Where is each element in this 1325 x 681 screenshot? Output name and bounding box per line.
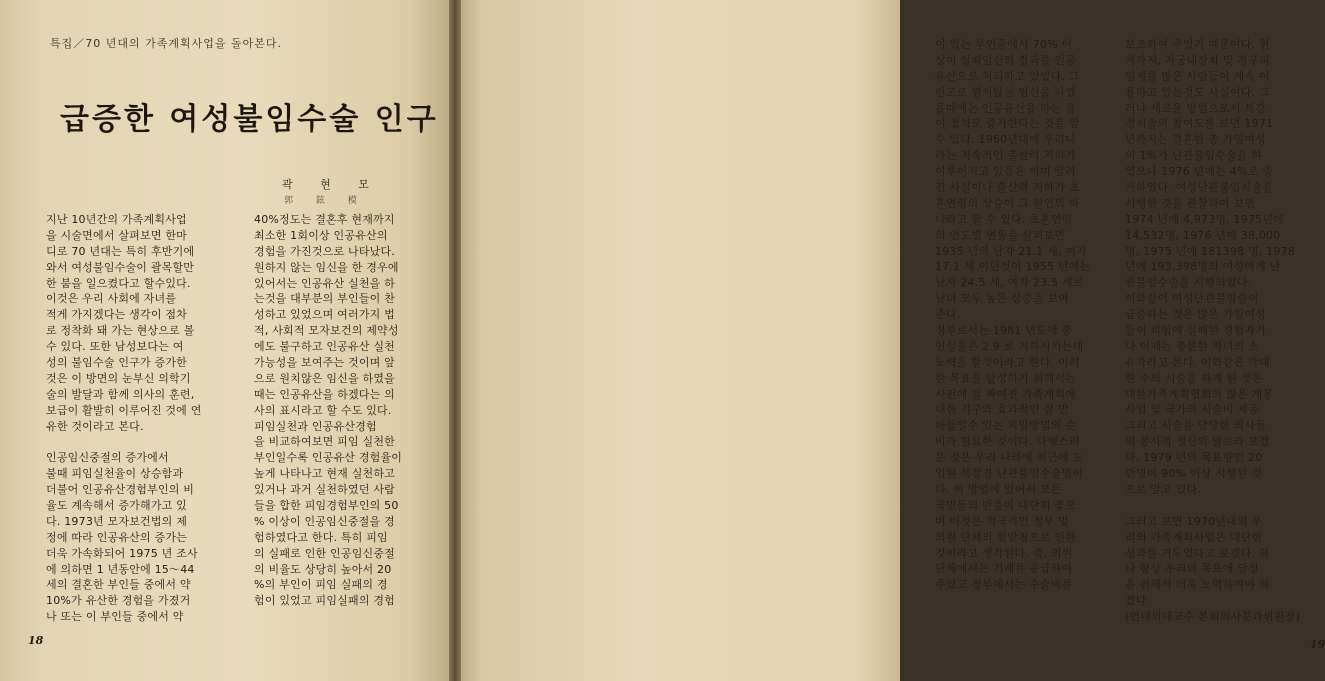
text-line: 들을 합한 피임경험부인의 50: [254, 499, 399, 513]
text-line: 17.1 세 이던것이 1955 년에는: [935, 260, 1091, 274]
text-line: 한 목표를 달성하기 위해서는: [935, 371, 1077, 385]
text-line: 리의 가족계획사업은 대단한: [1125, 530, 1263, 544]
text-line: 가능성을 보여주는 것이며 앞: [254, 356, 396, 370]
text-line: 용하고 있는것도 사실이다. 그: [1125, 85, 1270, 99]
text-line: 수 있다. 1960년대에 우리나: [935, 133, 1077, 147]
text-line: 의 1%가 난관불임수술을 하: [1125, 149, 1263, 163]
text-line: 수 있다. 또한 남성보다는 여: [46, 340, 184, 354]
text-line: 부인일수록 인공유산 경험율이: [254, 451, 403, 465]
text-line: 의 연도별 변동을 살펴보면: [935, 228, 1066, 242]
page-number-left: 18: [28, 634, 44, 647]
text-line: 을 위해서 더욱 노력하여야 하: [1125, 578, 1270, 592]
text-line: 을때에는 인공유산을 하는 율: [935, 101, 1077, 115]
text-line: 대한 기구와 효과적인 잘 반: [935, 403, 1069, 417]
text-line: 정부로서는 1981 년도에 총: [935, 324, 1073, 338]
text-line: 준다.: [935, 308, 961, 322]
text-line: 더불어 인공유산경험부인의 비: [46, 483, 195, 497]
text-line: 혼연령의 상승이 그 원인의 하: [935, 196, 1080, 210]
text-line: 주었고 정부에서는 수술비를: [935, 578, 1073, 592]
text-line: 대한가족계획협회의 많은 계몽: [1125, 387, 1274, 401]
text-line: 있거나 과거 실천하였던 사람: [254, 483, 396, 497]
text-line: 이 있는 부인중에서 70% 이: [935, 38, 1073, 51]
text-line: 한 붐을 일으켰다고 할수있다.: [46, 276, 191, 290]
text-line: 보급이 활발히 이루어진 것에 연: [46, 403, 202, 417]
text-line: 의 실패로 인한 인공임신중절: [254, 546, 396, 560]
text-line: 남자 24.5 세, 여자 23.5 세로: [935, 276, 1084, 290]
text-line: 진 사실이나 출산력 저하가 초: [935, 181, 1080, 195]
text-line: 이와같이 여성난관불임술이: [1125, 292, 1259, 306]
text-column-2: [254, 212, 424, 609]
text-line: 그러고 보면 1970년대의 우: [1125, 514, 1263, 528]
text-line: 있어서는 인공유산 실천을 하: [254, 276, 396, 290]
text-line: 인실율은 2.9 로 저하시키는데: [935, 339, 1084, 353]
text-line: 성의 불임수술 인구가 증가한: [46, 356, 188, 370]
text-line: 1974 년에 4,973명, 1975년에: [1125, 212, 1284, 226]
text-line: 40%정도는 결혼후 현재까지: [254, 213, 395, 226]
text-line: 시행한 것을 관찰하여 보면: [1125, 196, 1256, 210]
text-line: 술의 발달과 함께 의사의 훈련,: [46, 387, 195, 401]
text-line: 적, 사회적 모자보건의 제약성: [254, 324, 399, 338]
text-line: 남녀 모두 높은 상승을 보여: [935, 292, 1069, 306]
text-line: 그리고 시술을 담당한 의사들: [1125, 419, 1267, 433]
author-name: 곽 현 모: [282, 178, 381, 191]
text-line: 사전에 잘 짜여진 가족계획에: [935, 387, 1077, 401]
text-line: 지난 10년간의 가족계획사업: [46, 213, 187, 226]
text-line: 더욱 가속화되어 1975 년 조사: [46, 546, 198, 560]
text-line: 노력을 할것이라고 한다. 이러: [935, 355, 1080, 369]
text-line: 재까지, 자궁내장치 및 경구피: [1125, 53, 1270, 67]
book-spine: [449, 0, 461, 681]
text-line: 운 것은 우리 나라에 최근에 도: [935, 451, 1084, 465]
text-line: 에 의하면 1 년동안에 15～44: [46, 562, 195, 576]
text-line: 사의 표시라고 할 수도 있다.: [254, 403, 392, 417]
left-page: [0, 0, 455, 681]
text-line: 이 점차로 증가한다는 것을 알: [935, 117, 1080, 131]
text-line: 단체에서는 기계를 공급하여: [935, 562, 1073, 576]
page-number-right: 19: [1310, 638, 1325, 651]
text-column-1: [46, 212, 228, 625]
text-line: 율도 계속해서 증가해가고 있: [46, 499, 188, 513]
text-line: 때는 인공유산을 하겠다는 의: [254, 387, 396, 401]
author-name-hanja: 郭 鉉 模: [284, 196, 367, 206]
text-line: 경험을 가진것으로 나타났다.: [254, 244, 396, 258]
text-column-4: [1125, 37, 1320, 625]
text-line: 피임실천과 인공유산경험: [254, 419, 377, 433]
text-line: 원하지 않는 임신을 한 경우에: [254, 260, 399, 274]
text-line: 와서 여성불임수술이 괄목할만: [46, 260, 195, 274]
text-line: 을 비교하여보면 피임 실천한: [254, 435, 396, 449]
text-line: 성과를 거두었다고 보겠다. 하: [1125, 546, 1270, 560]
text-column-3: [935, 37, 1115, 593]
article-title: 급증한 여성불임수술 인구: [60, 102, 439, 137]
text-line: 정에 따라 인공유산의 증가는: [46, 530, 188, 544]
text-line: 년까지는 결혼한 총 가임여성: [1125, 133, 1267, 147]
text-line: (연대의대교수 본회의사분과위원장): [1125, 610, 1301, 624]
text-line: 상이 실패임신의 결과를 인공: [935, 53, 1077, 67]
text-line: 임제를 많은 사람들이 계속 이: [1125, 69, 1270, 83]
text-line: 다. 1979 년의 목표량인 20: [1125, 451, 1263, 465]
text-line: 유한 것이라고 본다.: [46, 419, 144, 433]
text-line: 최소한 1회이상 인공유산의: [254, 228, 388, 242]
text-line: 으로 알고 있다.: [1125, 482, 1202, 496]
text-line: 런고로 원치않는 임신을 하였: [935, 85, 1077, 99]
text-line: 비가 필요한 것이다. 다행스러: [935, 435, 1080, 449]
section-header: 특집／70 년대의 가족계획사업을 돌아본다.: [50, 37, 282, 50]
text-line: 의원 단체의 뒷받침으로 인한: [935, 530, 1077, 544]
text-line: 들이 피임에 실패한 경험자거: [1125, 324, 1267, 338]
text-line: 적게 가지겠다는 생각이 점차: [46, 308, 188, 322]
text-line: 유산으로 처리하고 있었다. 그: [935, 69, 1080, 83]
text-line: 세의 결혼한 부인들 중에서 약: [46, 578, 191, 592]
text-line: 이것은 우리 사회에 자녀를: [46, 292, 177, 306]
text-line: 라는 지속적인 출산력 저하가: [935, 149, 1077, 163]
text-line: 불때 피임실천율이 상승함과: [46, 467, 184, 481]
text-line: 아들일수 있는 피임방법의 순: [935, 419, 1077, 433]
text-line: 으로 원치않은 임신을 하였을: [254, 371, 396, 385]
text-line: 가하였다. 여성난관불임시술을: [1125, 181, 1274, 195]
text-line: 1935 년의 남자 21.1 세, 여자: [935, 244, 1088, 258]
text-line: [1125, 498, 1320, 514]
text-line: 경시술의 참여도를 보면 1971: [1125, 117, 1274, 131]
text-line: 험하였다고 한다. 특히 피임: [254, 530, 388, 544]
text-line: 명, 1975 년에 181398 명, 1978: [1125, 244, 1295, 258]
text-line: 나라고 할 수 있다. 초혼연령: [935, 212, 1073, 226]
text-line: 성하고 있었으며 여러가지 법: [254, 308, 396, 322]
text-line: 급증하는 것은 많은 가임여성: [1125, 308, 1267, 322]
text-line: 것이라고 생각된다. 즉, 의원: [935, 546, 1073, 560]
text-line: 국민들의 반응이 대단히 좋으: [935, 498, 1077, 512]
right-page: [455, 0, 1325, 681]
text-line: 며 이것은 적극적인 정부 및: [935, 514, 1069, 528]
text-line: 겠다.: [1125, 594, 1151, 608]
text-line: 험이 있었고 피임실패의 경험: [254, 594, 396, 608]
text-line: 의 봉사적 정신의 발로라 보겠: [1125, 435, 1270, 449]
text-line: 나 이제는 충분한 자녀의 소: [1125, 339, 1259, 353]
text-line: 였으나 1976 년에는 4%로 증: [1125, 165, 1274, 179]
text-line: 디로 70 년대는 특히 후반기에: [46, 244, 195, 258]
text-line: 나 또는 이 부인들 중에서 약: [46, 610, 184, 624]
text-line: 의 비율도 상당히 높아서 20: [254, 562, 392, 576]
text-line: 인공임신중절의 증가에서: [46, 451, 169, 465]
text-line: 입된 복강경 난관불임수술법이: [935, 467, 1084, 481]
text-line: 이루어지고 있음은 이미 알려: [935, 165, 1077, 179]
text-line: 사업 및 국가의 시술비 제공: [1125, 403, 1259, 417]
text-line: % 이상이 인공임신중절을 경: [254, 514, 395, 528]
text-line: 것은 이 방면의 눈부신 의학기: [46, 371, 191, 385]
text-line: [46, 434, 228, 450]
text-line: 10%가 유산한 경험을 가졌거: [46, 594, 191, 608]
text-line: 14,532명, 1976 년에 38,000: [1125, 228, 1281, 242]
text-line: 을 시술면에서 살펴보면 한마: [46, 228, 188, 242]
text-line: 에도 불구하고 인공유산 실천: [254, 340, 396, 354]
text-line: 러나 새로운 방법으로서 복강: [1125, 101, 1267, 115]
text-line: 다. 이 방법에 있어서 모든: [935, 482, 1062, 496]
text-line: 로 정착화 돼 가는 현상으로 볼: [46, 324, 195, 338]
text-line: 만명이 90% 이상 시행된 것: [1125, 467, 1263, 481]
text-line: 나 항상 우리의 목표에 달성: [1125, 562, 1259, 576]
text-line: %의 부인이 피임 실패의 경: [254, 578, 388, 592]
text-line: 한 수의 시술을 하게 된 것은: [1125, 371, 1263, 385]
text-line: 다. 1973년 모자보건법의 제: [46, 514, 188, 528]
text-line: 관불임수술을 시행되었다.: [1125, 276, 1252, 290]
text-line: 보조하여 주었기 때문이다. 현: [1125, 38, 1270, 51]
text-line: 는것을 대부분의 부인들이 찬: [254, 292, 396, 306]
text-line: 높게 나타나고 현재 실천하고: [254, 467, 396, 481]
text-line: 유자라고 본다. 이와같은 막대: [1125, 355, 1270, 369]
text-line: 년에 193,398명의 여성에게 난: [1125, 260, 1281, 274]
